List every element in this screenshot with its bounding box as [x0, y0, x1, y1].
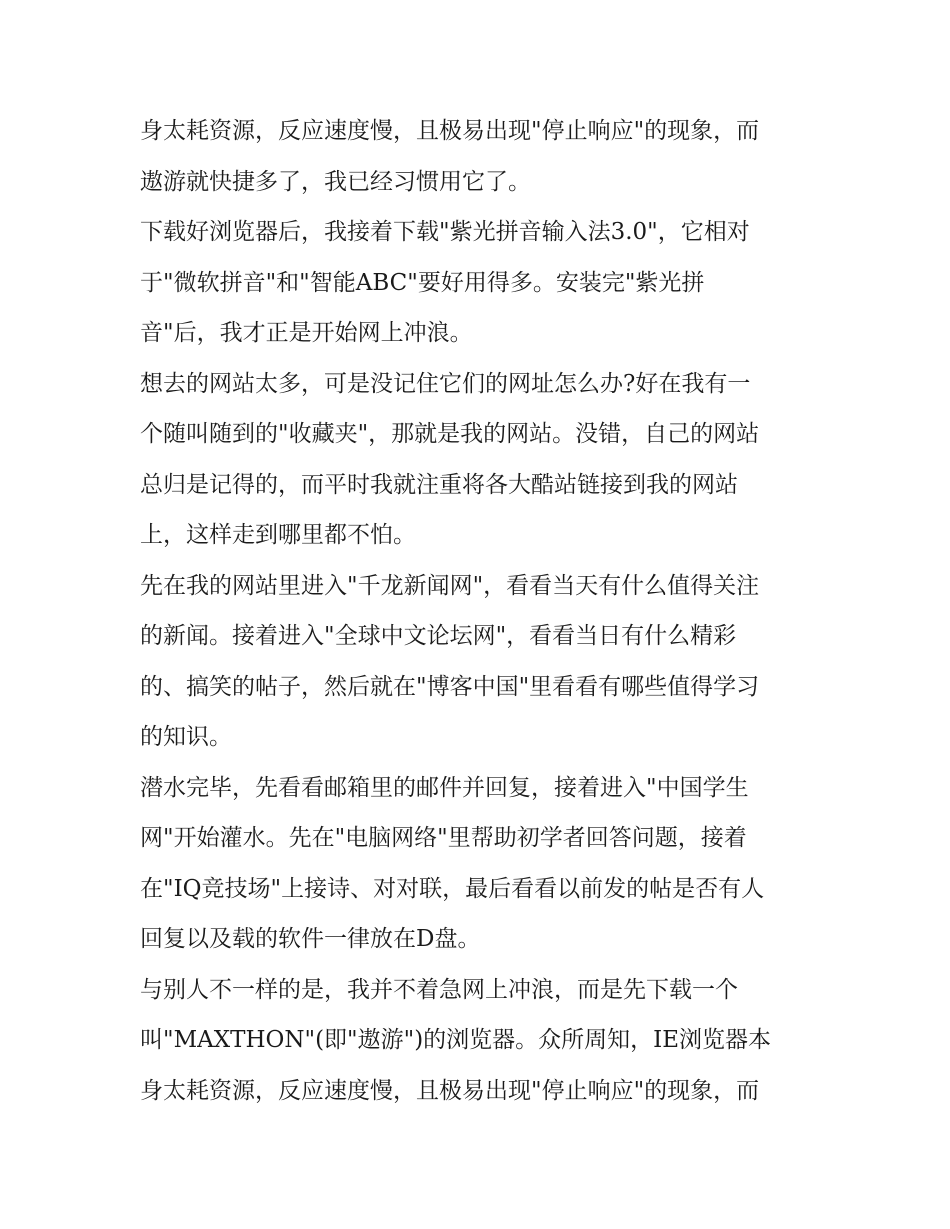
text-line: 潜水完毕，先看看邮箱里的邮件并回复，接着进入"中国学生 — [140, 774, 749, 801]
text-line: 与别人不一样的是，我并不着急网上冲浪，而是先下载一个 — [140, 976, 738, 1003]
document-body — [140, 106, 820, 1116]
text-line: 音"后，我才正是开始网上冲浪。 — [140, 320, 473, 346]
text-line: 遨游就快捷多了，我已经习惯用它了。 — [140, 168, 531, 195]
text-line: 的新闻。接着进入"全球中文论坛网"，看看当日有什么精彩 — [140, 623, 737, 649]
text-line: 网"开始灌水。先在"电脑网络"里帮助初学者回答问题，接着 — [140, 825, 747, 851]
text-line: 于"微软拼音"和"智能ABC"要好用得多。安装完"紫光拼 — [140, 269, 705, 296]
text-line: 先在我的网站里进入"千龙新闻网"，看看当天有什么值得关注 — [140, 572, 760, 599]
text-line: 的知识。 — [140, 724, 232, 750]
text-line: 在"IQ竞技场"上接诗、对对联，最后看看以前发的帖是否有人 — [140, 875, 765, 902]
text-line: 下载好浏览器后，我接着下载"紫光拼音输入法3.0"，它相对 — [140, 219, 750, 245]
text-line: 个随叫随到的"收藏夹"，那就是我的网站。没错，自己的网站 — [140, 421, 760, 447]
text-line: 叫"MAXTHON"(即"遨游")的浏览器。众所周知，IE浏览器本 — [140, 1027, 772, 1053]
text-line: 的、搞笑的帖子，然后就在"博客中国"里看看有哪些值得学习 — [140, 673, 760, 700]
text-line: 想去的网站太多，可是没记住它们的网址怎么办?好在我有一 — [140, 370, 751, 397]
text-line: 总归是记得的，而平时我就注重将各大酷站链接到我的网站 — [140, 471, 738, 498]
text-line: 上，这样走到哪里都不怕。 — [140, 522, 416, 548]
text-line: 回复以及载的软件一律放在D盘。 — [140, 926, 481, 952]
text-line: 身太耗资源，反应速度慢，且极易出现"停止响应"的现象，而 — [140, 1077, 760, 1104]
text-line: 身太耗资源，反应速度慢，且极易出现"停止响应"的现象，而 — [140, 118, 760, 144]
